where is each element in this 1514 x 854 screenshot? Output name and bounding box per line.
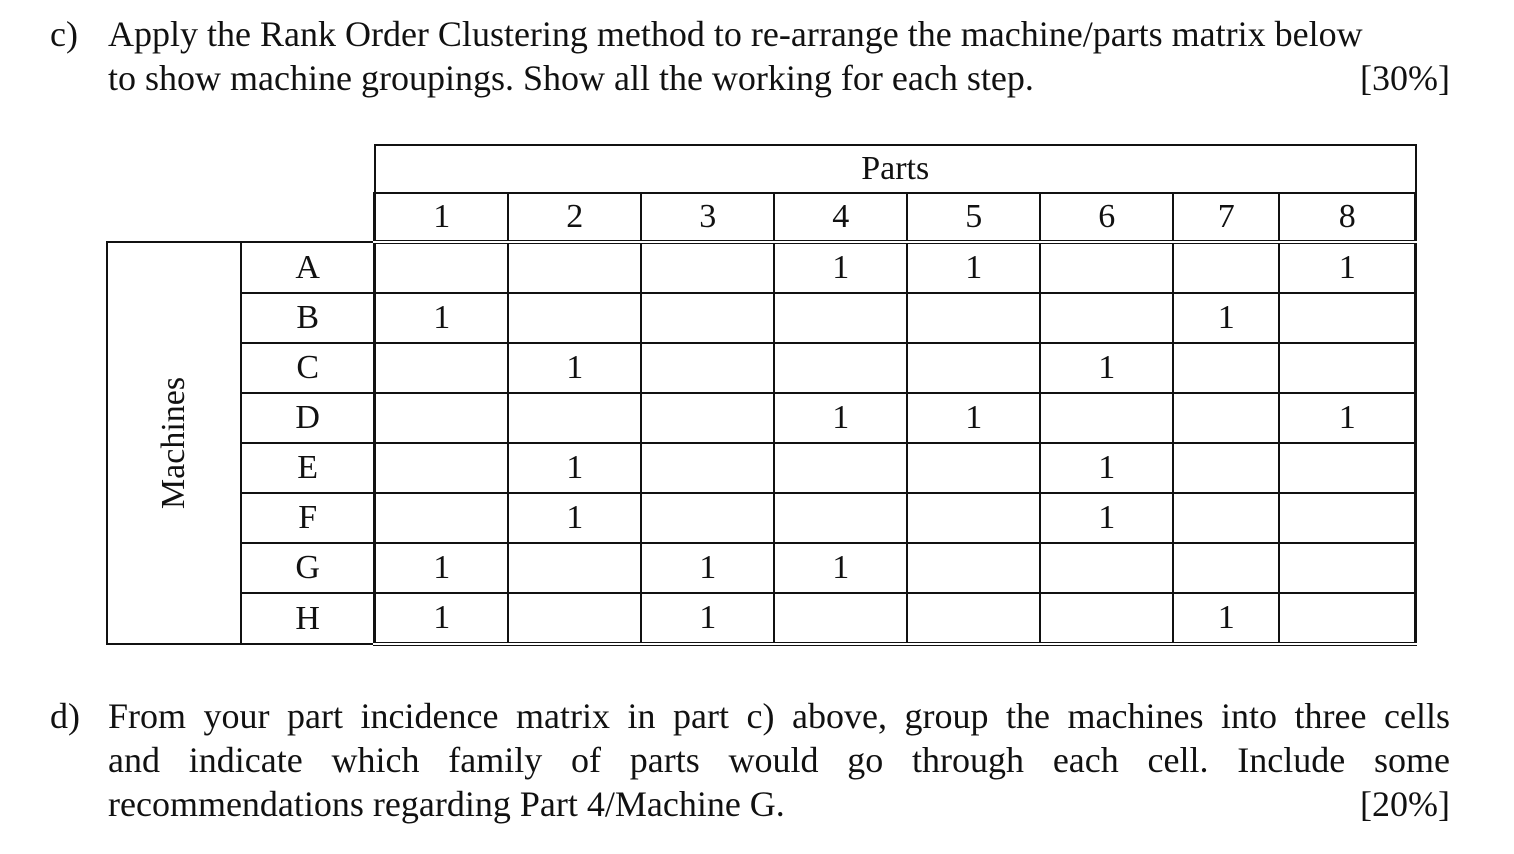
matrix-row — [107, 543, 1416, 593]
machines-title-text: Machines — [155, 376, 193, 510]
part-number-header: 6 — [1040, 193, 1173, 242]
question-d-line-2: and indicate which family of parts would go through each cell. Include some — [108, 740, 1450, 780]
matrix-row — [107, 443, 1416, 493]
matrix-cell: 1 — [1173, 593, 1279, 644]
question-c-line-1: Apply the Rank Order Clustering method to re-arrange the machine/parts matrix below — [108, 14, 1363, 54]
matrix-cell: 1 — [1040, 493, 1173, 543]
question-c-marks: [30%] — [1360, 58, 1450, 98]
matrix-cell: 1 — [1279, 393, 1416, 443]
matrix-cell — [1040, 242, 1173, 293]
matrix-cell: 1 — [1040, 343, 1173, 393]
question-c-label: c) — [50, 14, 78, 54]
matrix-cell: 1 — [774, 543, 907, 593]
matrix-cell: 1 — [508, 443, 641, 493]
question-d-text — [108, 694, 1450, 826]
matrix-cell — [508, 293, 641, 343]
matrix-cell: 1 — [1279, 242, 1416, 293]
matrix-cell — [1173, 543, 1279, 593]
machine-label: B — [241, 293, 375, 343]
matrix-cell — [641, 242, 774, 293]
part-number-header: 1 — [375, 193, 509, 242]
question-d-line-3: recommendations regarding Part 4/Machine G. — [108, 784, 785, 824]
corner-blank-3 — [107, 193, 241, 242]
matrix-cell: 1 — [1173, 293, 1279, 343]
matrix-cell — [1040, 593, 1173, 644]
part-number-header: 7 — [1173, 193, 1279, 242]
matrix-cell: 1 — [375, 593, 509, 644]
matrix-cell — [375, 242, 509, 293]
matrix-cell — [1279, 343, 1416, 393]
matrix-cell — [641, 293, 774, 343]
machine-label: G — [241, 543, 375, 593]
question-d — [50, 694, 1450, 826]
question-c-text — [108, 12, 1450, 100]
corner-blank-4 — [241, 193, 375, 242]
matrix-cell — [375, 443, 509, 493]
machine-parts-matrix — [106, 144, 1417, 646]
matrix-cell — [1279, 443, 1416, 493]
part-number-header: 2 — [508, 193, 641, 242]
matrix-cell — [1173, 343, 1279, 393]
matrix-cell: 1 — [375, 543, 509, 593]
matrix-cell — [1279, 493, 1416, 543]
question-c-line-2-row — [108, 56, 1450, 100]
matrix-cell: 1 — [907, 393, 1040, 443]
matrix-cell — [774, 343, 907, 393]
matrix-cell — [774, 493, 907, 543]
matrix-cell: 1 — [641, 593, 774, 644]
machine-label: A — [241, 242, 375, 293]
part-number-header: 8 — [1279, 193, 1416, 242]
corner-blank — [107, 145, 241, 193]
question-c — [50, 12, 1450, 100]
parts-title-row — [107, 145, 1416, 193]
matrix-cell: 1 — [375, 293, 509, 343]
machine-label: C — [241, 343, 375, 393]
machine-label: H — [241, 593, 375, 644]
machine-label: F — [241, 493, 375, 543]
matrix-cell — [1040, 393, 1173, 443]
parts-title: Parts — [375, 145, 1416, 193]
matrix-cell — [1173, 242, 1279, 293]
matrix-cell — [508, 242, 641, 293]
matrix-cell — [1279, 593, 1416, 644]
matrix-cell — [1173, 493, 1279, 543]
matrix-cell — [641, 493, 774, 543]
question-d-line-3-row — [108, 782, 1450, 826]
question-d-marks: [20%] — [1360, 784, 1450, 824]
matrix-cell — [774, 443, 907, 493]
matrix-cell: 1 — [907, 242, 1040, 293]
matrix-cell: 1 — [641, 543, 774, 593]
matrix-cell — [1040, 543, 1173, 593]
matrix-cell — [375, 343, 509, 393]
question-c-line-2: to show machine groupings. Show all the working for each step. — [108, 58, 1034, 98]
matrix-row — [107, 343, 1416, 393]
matrix-cell — [774, 293, 907, 343]
matrix-row — [107, 393, 1416, 443]
matrix-cell — [907, 543, 1040, 593]
matrix-cell — [641, 343, 774, 393]
matrix-cell — [508, 593, 641, 644]
matrix-cell: 1 — [774, 242, 907, 293]
matrix-cell: 1 — [1040, 443, 1173, 493]
matrix-cell — [641, 393, 774, 443]
question-d-line-1: From your part incidence matrix in part c) above, group the machines into three cells — [108, 696, 1450, 736]
part-numbers-row — [107, 193, 1416, 242]
matrix-cell — [907, 493, 1040, 543]
matrix-cell — [774, 593, 907, 644]
matrix-row — [107, 242, 1416, 293]
matrix-cell — [907, 593, 1040, 644]
matrix-cell — [375, 393, 509, 443]
machine-label: E — [241, 443, 375, 493]
question-d-label: d) — [50, 696, 80, 736]
matrix-cell — [1040, 293, 1173, 343]
matrix-cell — [1173, 443, 1279, 493]
part-number-header: 5 — [907, 193, 1040, 242]
matrix-row — [107, 493, 1416, 543]
matrix-cell: 1 — [774, 393, 907, 443]
part-number-header: 4 — [774, 193, 907, 242]
matrix-cell — [641, 443, 774, 493]
matrix-cell: 1 — [508, 493, 641, 543]
part-number-header: 3 — [641, 193, 774, 242]
matrix-cell — [1279, 543, 1416, 593]
matrix-row — [107, 593, 1416, 644]
corner-blank-2 — [241, 145, 375, 193]
matrix-row — [107, 293, 1416, 343]
matrix-cell — [907, 343, 1040, 393]
matrix-cell — [375, 493, 509, 543]
matrix-cell — [907, 443, 1040, 493]
matrix-cell: 1 — [508, 343, 641, 393]
matrix-cell — [907, 293, 1040, 343]
matrix-cell — [1173, 393, 1279, 443]
matrix-cell — [1279, 293, 1416, 343]
machines-title — [107, 242, 241, 644]
matrix-cell — [508, 543, 641, 593]
machine-label: D — [241, 393, 375, 443]
matrix-cell — [508, 393, 641, 443]
